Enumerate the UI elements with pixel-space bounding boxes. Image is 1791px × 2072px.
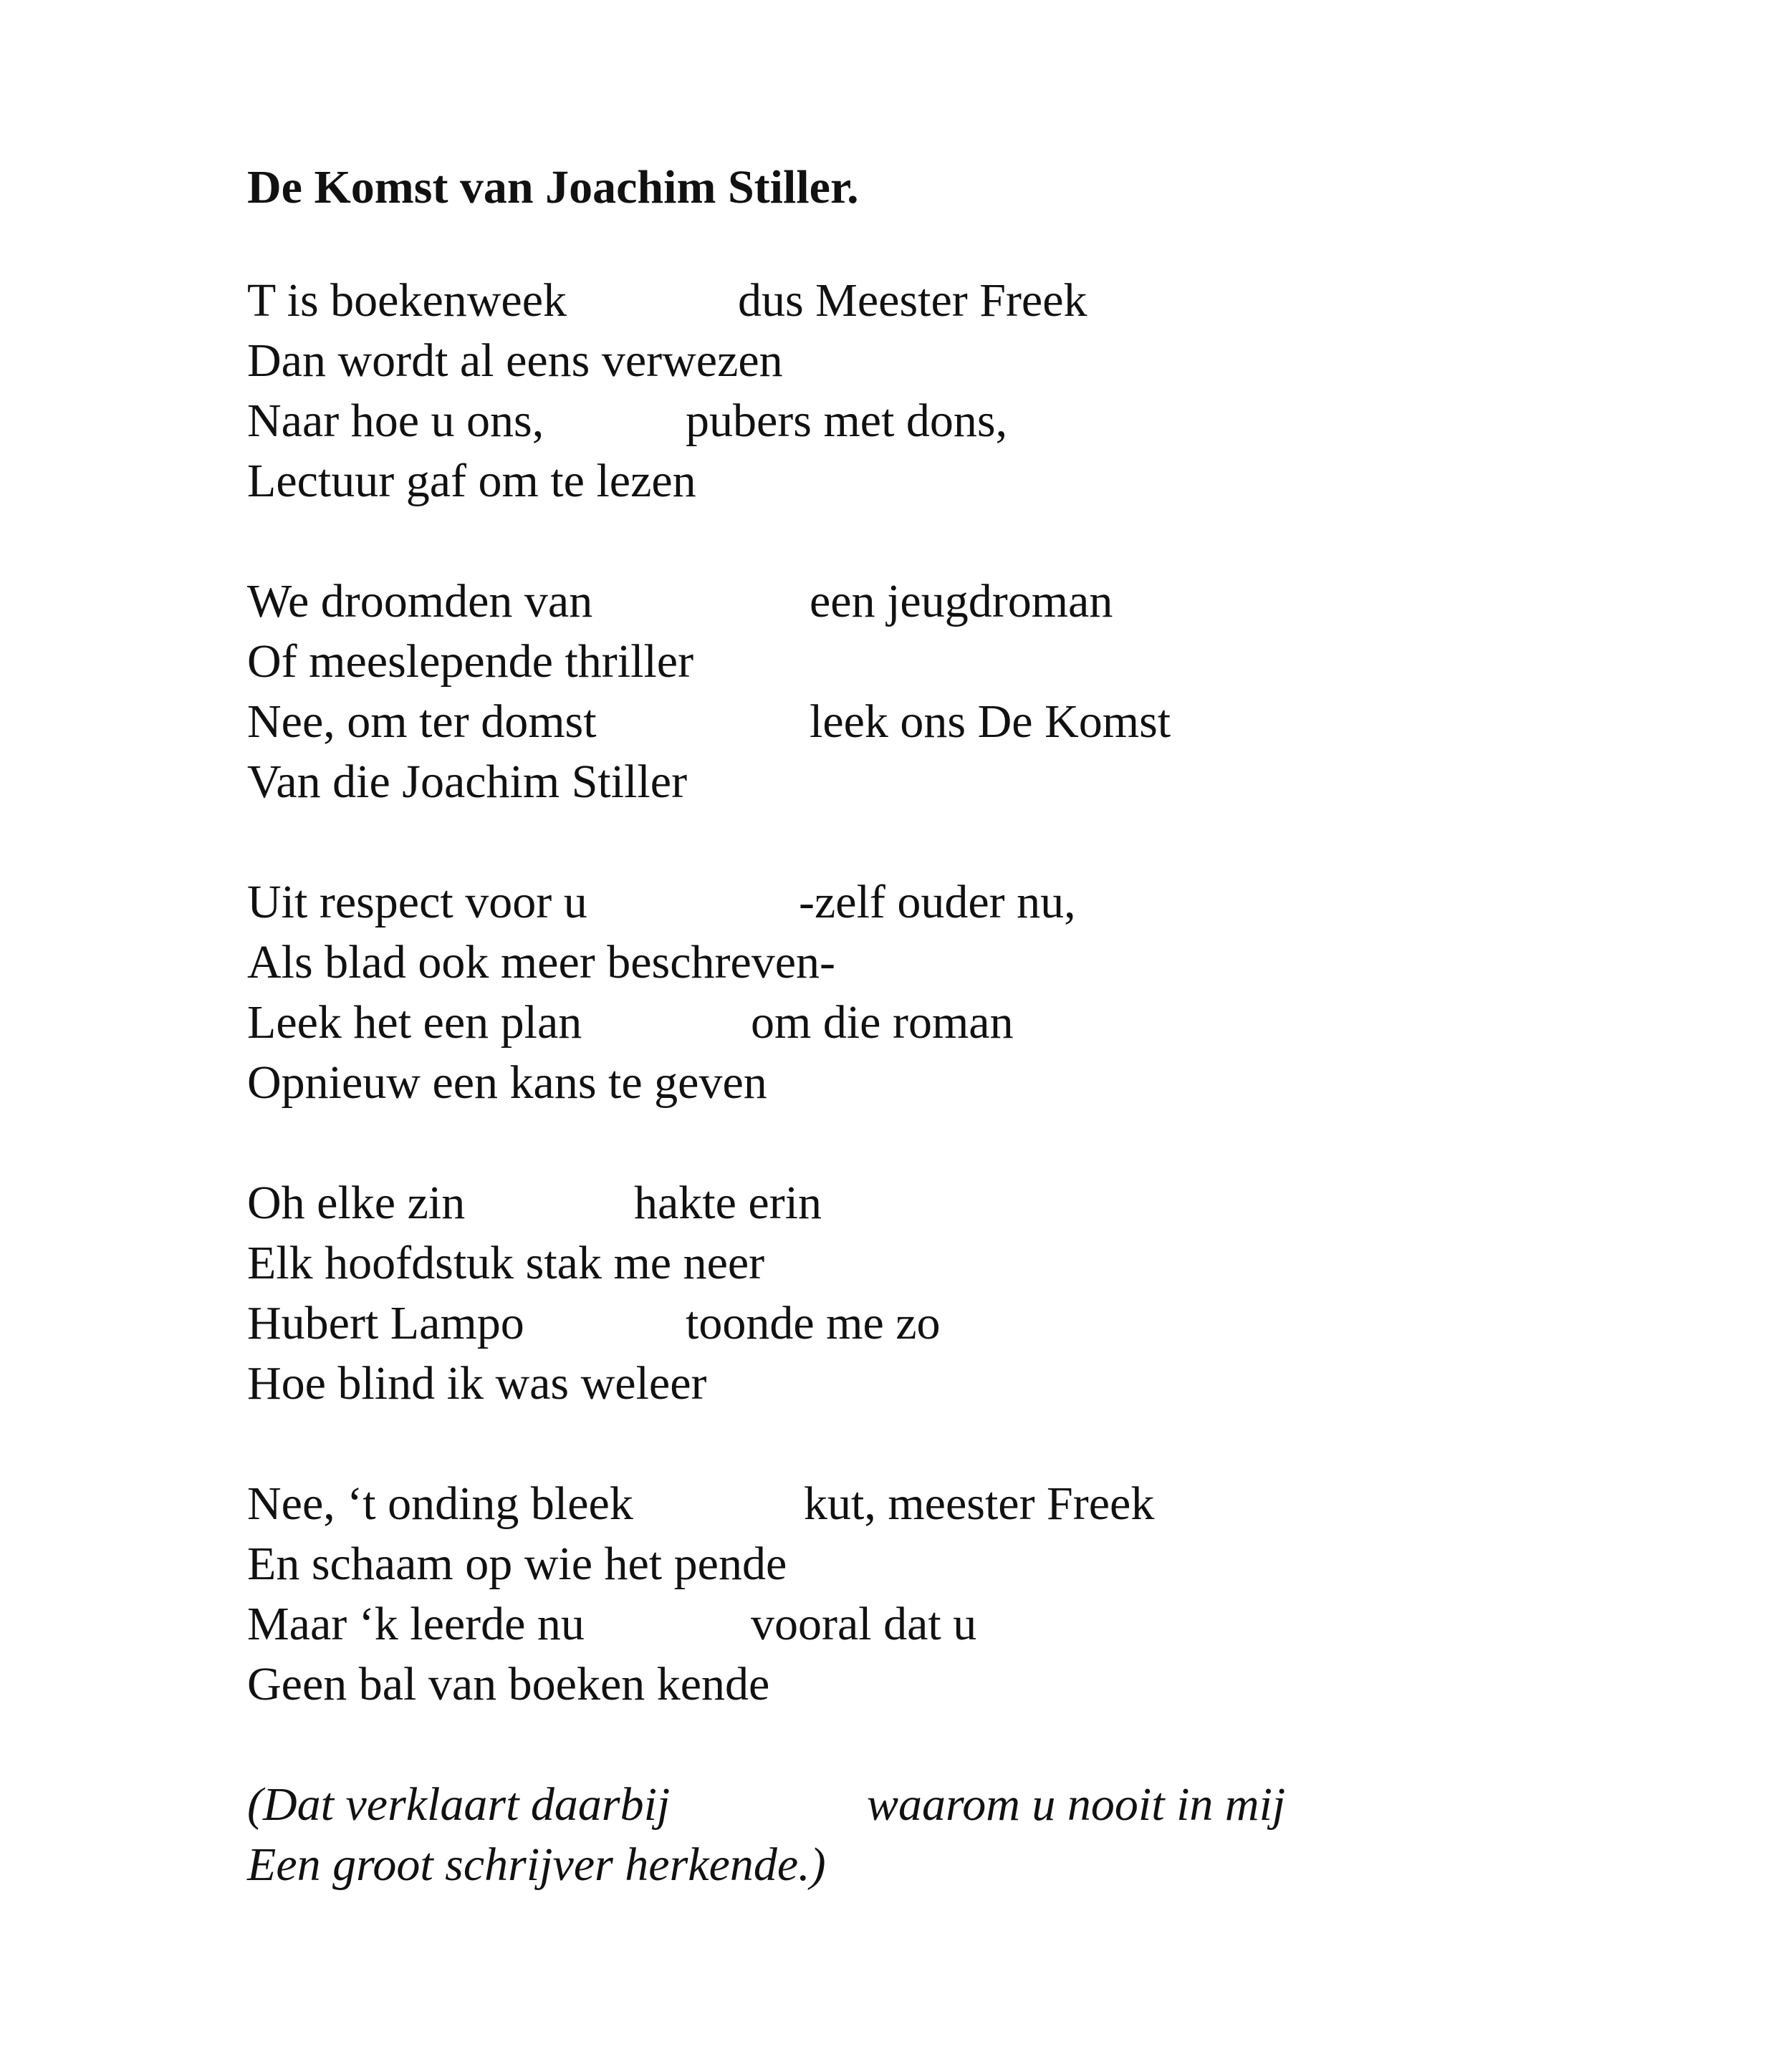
- poem-line: [247, 1293, 1608, 1354]
- poem-title: De Komst van Joachim Stiller.: [247, 161, 859, 213]
- poem-line: [247, 1173, 1608, 1233]
- poem-line: [247, 993, 1608, 1053]
- poem: [247, 158, 1608, 1895]
- poem-line: [247, 872, 1608, 933]
- poem-line: [247, 752, 1608, 812]
- line-text: T is boekenweek: [247, 274, 567, 327]
- stanza-6-italic: [247, 1775, 1608, 1895]
- line-text: Nee, ‘t onding bleek: [247, 1478, 633, 1530]
- line-text: Dan wordt al eens verwezen: [247, 334, 783, 387]
- line-text: Oh elke zin: [247, 1177, 466, 1229]
- line-text-continued: leek ons De Komst: [810, 695, 1171, 748]
- line-text-continued: waarom u nooit in mij: [867, 1778, 1286, 1831]
- line-text-continued: hakte erin: [634, 1177, 822, 1229]
- line-text: Uit respect voor u: [247, 876, 587, 928]
- line-text-continued: dus Meester Freek: [738, 274, 1087, 327]
- poem-line: [247, 1354, 1608, 1414]
- poem-line: [247, 1233, 1608, 1293]
- line-text: Opnieuw een kans te geven: [247, 1056, 767, 1109]
- line-text-continued: pubers met dons,: [686, 395, 1008, 447]
- poem-line: [247, 271, 1608, 331]
- line-text: Als blad ook meer beschreven-: [247, 936, 836, 988]
- stanza-2: [247, 572, 1608, 812]
- poem-line: [247, 1775, 1608, 1835]
- line-text: Lectuur gaf om te lezen: [247, 455, 696, 507]
- line-text: We droomden van: [247, 575, 593, 627]
- poem-line: [247, 1534, 1608, 1594]
- line-text: Een groot schrijver herkende.): [247, 1839, 826, 1891]
- poem-line: [247, 1835, 1608, 1895]
- poem-line: [247, 451, 1608, 511]
- poem-line: [247, 572, 1608, 632]
- poem-line: [247, 1053, 1608, 1113]
- stanza-3: [247, 872, 1608, 1113]
- poem-line: [247, 1654, 1608, 1715]
- poem-line: [247, 1594, 1608, 1654]
- line-text: Elk hoofdstuk stak me neer: [247, 1237, 765, 1289]
- line-text: Hubert Lampo: [247, 1297, 524, 1349]
- line-text: Naar hoe u ons,: [247, 395, 544, 447]
- poem-line: [247, 331, 1608, 391]
- line-text: Nee, om ter domst: [247, 695, 597, 748]
- poem-line: [247, 933, 1608, 993]
- line-text: Maar ‘k leerde nu: [247, 1598, 585, 1650]
- poem-line: [247, 692, 1608, 752]
- poem-line: [247, 391, 1608, 451]
- line-text-continued: kut, meester Freek: [804, 1478, 1155, 1530]
- line-text: Of meeslepende thriller: [247, 635, 694, 688]
- line-text: Geen bal van boeken kende: [247, 1658, 770, 1710]
- poem-line: [247, 1474, 1608, 1534]
- line-text: Hoe blind ik was weleer: [247, 1357, 707, 1410]
- stanza-4: [247, 1173, 1608, 1414]
- line-text-continued: -zelf ouder nu,: [799, 876, 1076, 928]
- line-text-continued: een jeugdroman: [810, 575, 1113, 627]
- line-text-continued: toonde me zo: [686, 1297, 941, 1349]
- line-text: (Dat verklaart daarbij: [247, 1778, 671, 1831]
- poem-line: [247, 632, 1608, 692]
- line-text-continued: vooral dat u: [751, 1598, 977, 1650]
- stanza-5: [247, 1474, 1608, 1715]
- line-text-continued: om die roman: [751, 996, 1014, 1049]
- stanza-1: [247, 271, 1608, 511]
- line-text: Leek het een plan: [247, 996, 582, 1049]
- line-text: Van die Joachim Stiller: [247, 756, 688, 808]
- line-text: En schaam op wie het pende: [247, 1538, 787, 1590]
